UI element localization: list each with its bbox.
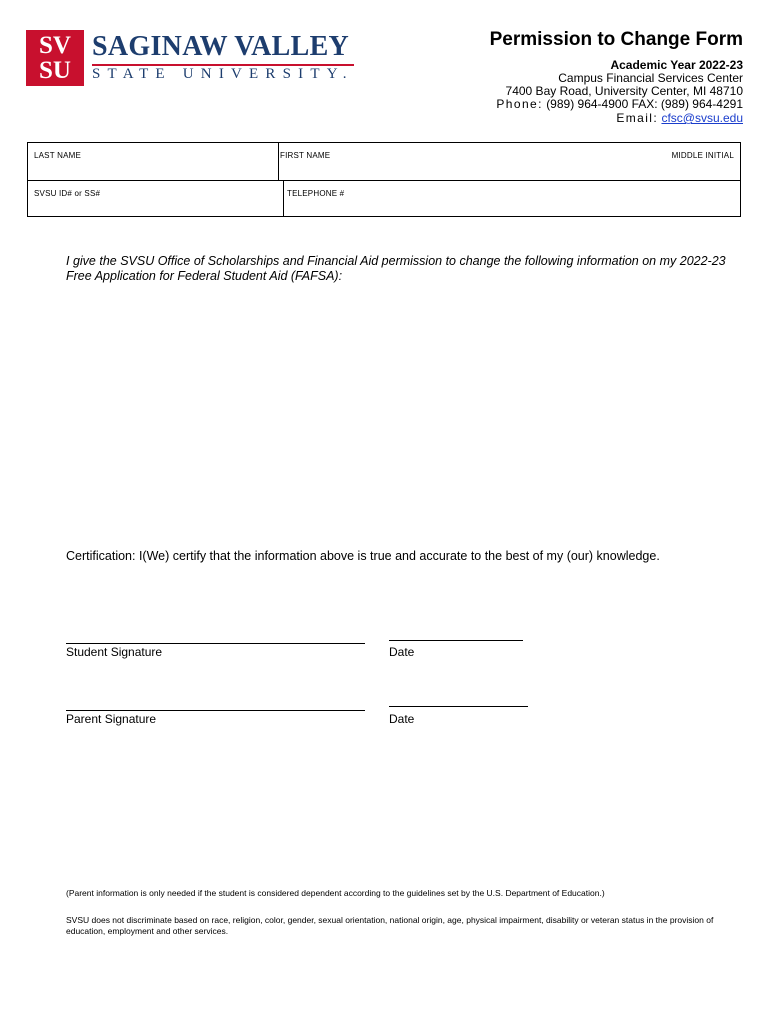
svsu-logo: [26, 30, 356, 86]
email-link[interactable]: cfsc@svsu.edu: [661, 111, 743, 125]
form-title: Permission to Change Form: [489, 29, 743, 50]
last-name-field[interactable]: LAST NAME: [34, 151, 81, 160]
parent-info-note: (Parent information is only needed if the student is considered dependent according to the guidelines set by the U.S. Department of Education.): [66, 888, 605, 898]
logo-name-bottom: STATE UNIVERSITY.: [92, 66, 354, 82]
address: 7400 Bay Road, University Center, MI 48710: [505, 84, 743, 98]
column-divider: [278, 143, 279, 180]
seal-line-1: SV: [39, 32, 71, 59]
parent-date-line[interactable]: [389, 706, 528, 707]
middle-initial-field[interactable]: MIDDLE INITIAL: [671, 151, 734, 160]
svsu-seal: [26, 30, 84, 86]
name-row: [28, 143, 740, 181]
id-row: [28, 181, 740, 217]
email-label: Email:: [616, 111, 659, 125]
phone-fax-line: [496, 97, 743, 111]
parent-signature-line[interactable]: [66, 710, 365, 711]
student-date-line[interactable]: [389, 640, 523, 641]
student-signature-label: Student Signature: [66, 645, 163, 659]
student-signature-line[interactable]: [66, 643, 365, 644]
logo-name-top: SAGINAW VALLEY: [92, 31, 350, 62]
student-date-label: Date: [389, 645, 415, 659]
nondiscrimination-statement: SVSU does not discriminate based on race, religion, color, gender, sexual orientation, national origin, age, physical impairment, disability or veteran status in the provision of education, employment and other services.: [66, 915, 714, 936]
student-info-table: [27, 142, 741, 217]
seal-line-2: SU: [39, 57, 71, 84]
certification-statement: Certification: I(We) certify that the information above is true and accurate to the best of my (our) knowledge.: [66, 549, 660, 563]
phone-label: Phone:: [496, 97, 543, 111]
center-name: Campus Financial Services Center: [558, 71, 743, 85]
academic-year: Academic Year 2022-23: [610, 58, 743, 72]
parent-date-label: Date: [389, 712, 415, 726]
email-line: [616, 111, 743, 125]
phone-value: (989) 964-4900 FAX: (989) 964-4291: [546, 97, 743, 111]
parent-signature-label: Parent Signature: [66, 712, 157, 726]
first-name-field[interactable]: FIRST NAME: [280, 151, 331, 160]
telephone-field[interactable]: TELEPHONE #: [287, 189, 345, 198]
column-divider: [283, 181, 284, 217]
permission-statement: I give the SVSU Office of Scholarships and Financial Aid permission to change the following information on my 2022-23 Free Application for Federal Student Aid (FAFSA):: [66, 254, 726, 283]
svsu-id-field[interactable]: SVSU ID# or SS#: [34, 189, 101, 198]
